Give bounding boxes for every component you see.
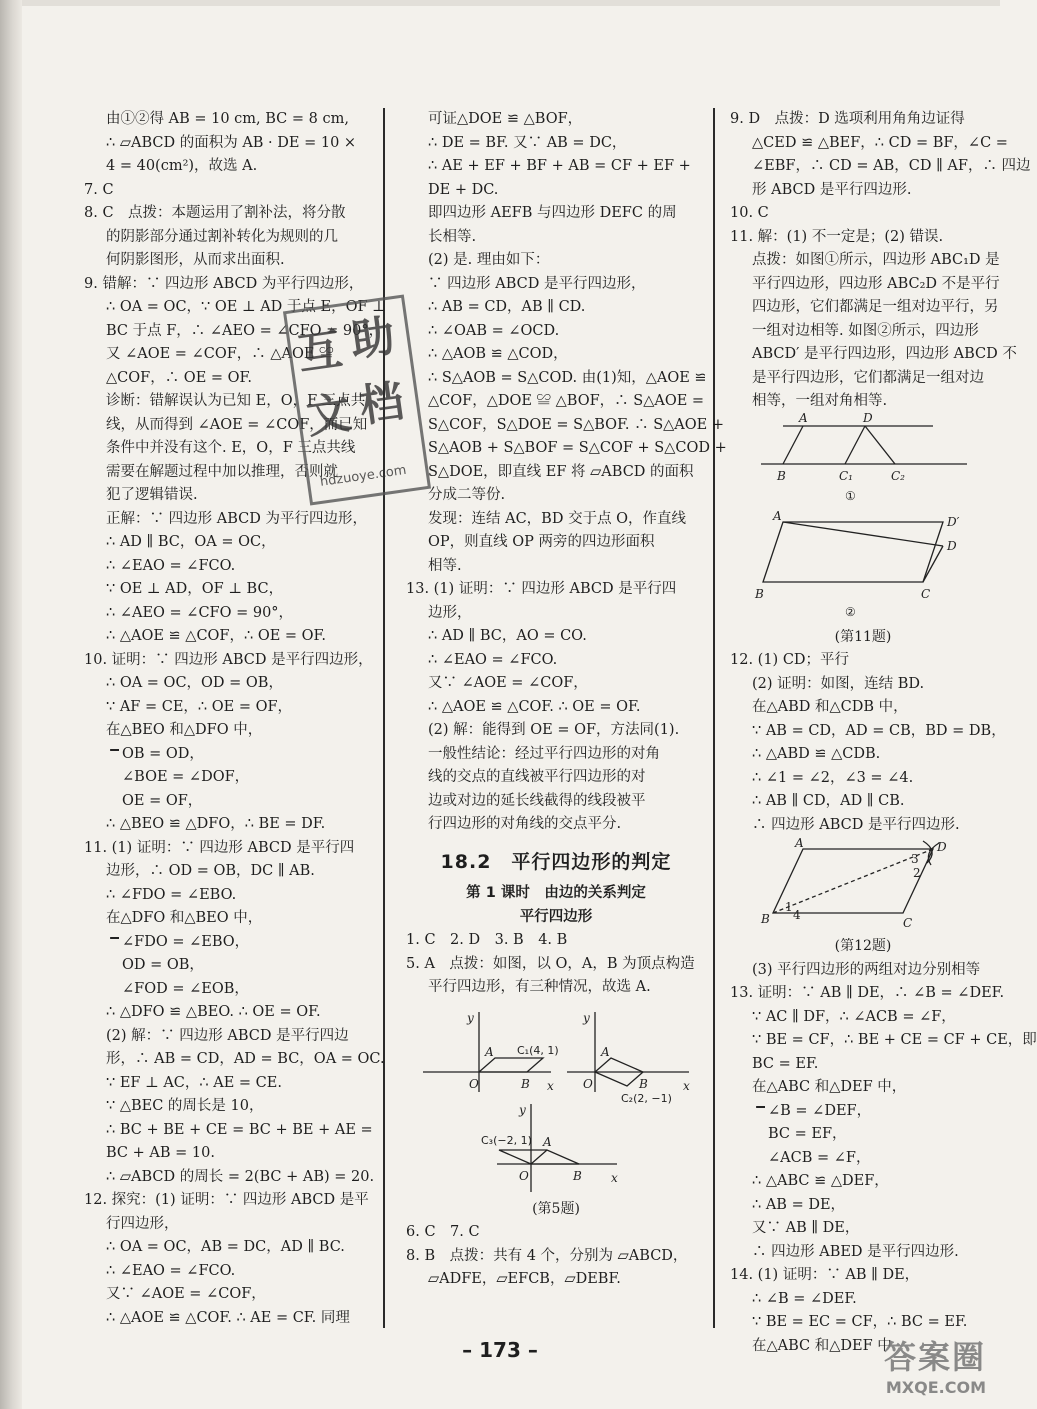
middle-text-line: 相等. xyxy=(428,557,462,574)
svg-text:3: 3 xyxy=(911,852,919,866)
left-brace1-line: ∠BOE = ∠DOF， xyxy=(122,769,250,785)
middle-text-line: (2) 是. 理由如下： xyxy=(428,252,550,268)
svg-text:x: x xyxy=(547,1078,554,1093)
svg-text:4: 4 xyxy=(793,908,801,922)
right-text-line: 9. D 点拨：D 选项利用角角边证得 xyxy=(730,111,965,127)
left-text-line: 行四边形， xyxy=(106,1215,179,1232)
left-text-line: 8. C 点拨：本题运用了割补法，将分散 xyxy=(84,205,346,221)
right-brace-line: ∠B = ∠DEF， xyxy=(768,1102,872,1119)
section-title: 18.2 平行四边形的判定 xyxy=(440,850,672,873)
middle-text-line: △COF，△DOE ≌ △BOF，∴ S△AOE = xyxy=(428,393,705,409)
left-text-line: 犯了逻辑错误. xyxy=(106,487,198,503)
middle-text-line: 发现：连结 AC，BD 交于点 O，作直线 xyxy=(428,510,687,527)
right-text-line: ∵ AB = CD，AD = CB，BD = DB， xyxy=(752,722,1006,739)
left-text-line: 需要在解题过程中加以推理，否则就 xyxy=(106,463,338,480)
label-c1: C₁(4, 1) xyxy=(517,1043,559,1057)
right-text-line: 在△ABD 和△CDB 中， xyxy=(752,699,908,715)
svg-text:A: A xyxy=(795,836,804,850)
left-text-line: 诊断：错解误认为已知 E，O，F 三点共 xyxy=(106,393,366,409)
left-column xyxy=(84,108,386,1330)
column-divider-left xyxy=(383,108,385,1328)
middle-text-line: 边形， xyxy=(428,604,472,621)
page-top-edge xyxy=(22,0,1000,6)
right-text-line: BC = EF. xyxy=(752,1055,819,1072)
left-text-line: 9. 错解：∵ 四边形 ABCD 为平行四边形， xyxy=(84,275,364,292)
right-text-line: ∴ △ABD ≌ △CDB. xyxy=(752,746,881,762)
right-text-line: 13. 证明：∵ AB ∥ DE，∴ ∠B = ∠DEF. xyxy=(730,985,1005,1001)
right-text-line: ∴ 四边形 ABED 是平行四边形. xyxy=(752,1243,959,1260)
figure-11-diagram-1 xyxy=(753,410,973,508)
right-text-line: 形 ABCD 是平行四边形. xyxy=(752,181,912,198)
right-text-line: ∴ △ABC ≌ △DEF， xyxy=(752,1173,889,1189)
left-text-line: 在△BEO 和△DFO 中， xyxy=(106,722,263,738)
right-text-line: 又∵ AB ∥ DE， xyxy=(752,1220,860,1236)
right-text-line: 10. C xyxy=(730,205,769,221)
page-number: – 173 – xyxy=(462,1338,538,1362)
svg-text:B: B xyxy=(755,586,764,601)
right-text-line: ABCD′ 是平行四边形，四边形 ABCD 不 xyxy=(752,346,1017,362)
middle-text-line: 6. C 7. C xyxy=(406,1224,480,1240)
right-text-line: 相等，一组对角相等. xyxy=(752,393,888,409)
svg-text:A: A xyxy=(543,1134,552,1149)
left-text-line: 线，从而得到 ∠AOE = ∠COF，而已知 xyxy=(106,416,368,433)
left-text-line: ∴ OA = OC，∵ OE ⊥ AD 于点 E，OF ⊥ xyxy=(106,299,386,315)
right-text-line: (3) 平行四边形的两组对边分别相等 xyxy=(752,961,981,978)
left-brace1-line: OE = OF， xyxy=(122,792,203,809)
svg-text:B: B xyxy=(639,1076,648,1091)
left-text-line: 又∵ ∠AOE = ∠COF， xyxy=(106,1286,266,1302)
middle-text-line: 边或对边的延长线截得的线段被平 xyxy=(428,792,646,809)
middle-text-line: ∴ AB = CD，AB ∥ CD. xyxy=(428,299,586,315)
right-text-line: ∵ BE = EC = CF，∴ BC = EF. xyxy=(752,1314,968,1330)
middle-text-line: 分成二等份. xyxy=(428,487,506,503)
left-text-line: ∵ △BEC 的周长是 10， xyxy=(106,1098,264,1114)
left-text-line: ∴ OA = OC，OD = OB， xyxy=(106,675,283,691)
right-text-line: 平行四边形，四边形 ABC₂D 不是平行 xyxy=(752,275,1000,292)
svg-text:A: A xyxy=(601,1044,610,1059)
right-text-line: ∵ BE = CF，∴ BE + CE = CF + CE，即 xyxy=(752,1032,1037,1048)
left-text-line: 11. (1) 证明：∵ 四边形 ABCD 是平行四 xyxy=(84,839,355,856)
middle-text-line: S△COF，S△DOE = S△BOF. ∴ S△AOE + xyxy=(428,416,724,433)
lesson-title-line2: 平行四边形 xyxy=(519,908,593,925)
figure-11-caption: (第11题) xyxy=(834,628,892,645)
right-brace-line: ∠ACB = ∠F， xyxy=(768,1149,871,1166)
right-text-line: ∴ AB = DE， xyxy=(752,1196,846,1213)
middle-text-line: ∴ ∠EAO = ∠FCO. xyxy=(428,651,558,668)
svg-text:y: y xyxy=(519,1102,526,1117)
middle-text-line: ∴ AE + EF + BF + AB = CF + EF + xyxy=(428,158,691,174)
left-text-line: ∵ AF = CE，∴ OE = OF， xyxy=(106,698,293,715)
left-text-line: ∴ BC + BE + CE = BC + BE + AE = xyxy=(106,1121,373,1138)
svg-text:O: O xyxy=(469,1076,479,1091)
left-text-line: 形，∴ AB = CD，AD = BC，OA = OC. xyxy=(106,1051,385,1067)
right-text-line: (2) 证明：如图，连结 BD. xyxy=(752,675,925,692)
right-text-line: ∴ ∠1 = ∠2，∠3 = ∠4. xyxy=(752,769,914,786)
left-text-line: 边形，∴ OD = OB，DC ∥ AB. xyxy=(106,863,315,879)
middle-text-line: ∴ AD ∥ BC，AO = CO. xyxy=(428,628,587,644)
left-text-line: ∴ △AOE ≌ △COF. ∴ AE = CF. 同理 xyxy=(106,1309,350,1326)
middle-text-line: ∴ △AOE ≌ △COF. ∴ OE = OF. xyxy=(428,698,641,715)
svg-text:C₂: C₂ xyxy=(891,468,905,483)
right-text-line: 在△ABC 和△DEF 中， xyxy=(752,1079,907,1095)
middle-text-line: 即四边形 AEFB 与四边形 DEFC 的周 xyxy=(428,205,677,221)
left-text-line: △COF，∴ OE = OF. xyxy=(106,369,252,386)
left-text-line: 4 = 40(cm²)，故选 A. xyxy=(106,158,258,174)
middle-text-line: OP，则直线 OP 两旁的四边形面积 xyxy=(428,534,655,550)
left-text-line: 条件中并没有这个. E，O，F 三点共线 xyxy=(106,440,356,456)
right-text-line: 12. (1) CD；平行 xyxy=(730,652,850,668)
middle-text-line: ∴ ∠OAB = ∠OCD. xyxy=(428,322,560,339)
left-text-line: 10. 证明：∵ 四边形 ABCD 是平行四边形， xyxy=(84,651,373,668)
svg-text:O: O xyxy=(583,1076,593,1091)
middle-text-line: ∴ △AOB ≌ △COD， xyxy=(428,346,568,362)
middle-text-line: 一般性结论：经过平行四边形的对角 xyxy=(428,745,660,762)
left-text-line: BC 于点 F，∴ ∠AEO = ∠CFO = 90°， xyxy=(106,322,384,339)
right-text-line: 11. 解：(1) 不一定是；(2) 错误. xyxy=(730,228,944,245)
figure-5-caption: (第5题) xyxy=(532,1200,580,1217)
svg-text:O: O xyxy=(519,1168,529,1183)
left-text-line: 何阴影图形，从而求出面积. xyxy=(106,252,285,268)
right-text-line: 是平行四边形，它们都满足一组对边 xyxy=(752,369,984,386)
mxqe-watermark: 答案圈 MXQE.COM xyxy=(883,1338,986,1397)
left-text-line: ∴ △BEO ≌ △DFO，∴ BE = DF. xyxy=(106,816,326,832)
middle-text-line: 线的交点的直线被平行四边形的对 xyxy=(428,769,646,785)
right-text-line: ∠EBF，∴ CD = AB，CD ∥ AF，∴ 四边 xyxy=(752,158,1031,174)
left-brace2-line: OD = OB， xyxy=(122,957,204,973)
figure-12-caption: (第12题) xyxy=(834,938,892,954)
hdzuoye-stamp: 互 助 文 档 hdzuoye.com xyxy=(283,294,431,505)
middle-text-line: (2) 解：能得到 OE = OF，方法同(1). xyxy=(428,722,680,738)
svg-text:A: A xyxy=(799,410,808,425)
middle-column xyxy=(406,108,727,1292)
right-text-line: 一组对边相等. 如图②所示，四边形 xyxy=(752,322,979,339)
label-c3: C₃(−2, 1) xyxy=(481,1133,532,1147)
book-binding-shadow xyxy=(0,0,22,1409)
svg-text:D′: D′ xyxy=(947,514,960,529)
right-text-line: 四边形，它们都满足一组对边平行，另 xyxy=(752,299,999,315)
left-text-line: (2) 解：∵ 四边形 ABCD 是平行四边 xyxy=(106,1027,349,1044)
middle-text-line: 可证△DOE ≌ △BOF， xyxy=(428,111,583,127)
svg-text:C: C xyxy=(921,586,931,601)
middle-text-line: 8. B 点拨：共有 4 个，分别为 ▱ABCD， xyxy=(406,1247,688,1264)
svg-text:1: 1 xyxy=(785,900,793,914)
left-text-line: ∴ OA = OC，AB = DC，AD ∥ BC. xyxy=(106,1239,345,1255)
left-text-line: ∴ ∠FDO = ∠EBO. xyxy=(106,886,237,903)
svg-text:B: B xyxy=(761,912,770,926)
lesson-title-line1: 第 1 课时 由边的关系判定 xyxy=(466,885,646,901)
left-text-line: ∴ ∠AEO = ∠CFO = 90°， xyxy=(106,604,294,621)
svg-text:D: D xyxy=(947,538,957,553)
left-text-line: ∵ EF ⊥ AC，∴ AE = CE. xyxy=(106,1074,282,1091)
left-text-line: BC + AB = 10. xyxy=(106,1145,215,1161)
label-c2: C₂(2, −1) xyxy=(621,1091,672,1105)
svg-text:①: ① xyxy=(845,488,856,503)
svg-text:x: x xyxy=(611,1170,618,1185)
left-text-line: 由①②得 AB = 10 cm, BC = 8 cm, xyxy=(106,111,349,127)
left-text-line: ∴ ▱ABCD 的面积为 AB · DE = 10 × xyxy=(106,134,357,151)
left-text-line: ∴ ▱ABCD 的周长 = 2(BC + AB) = 20. xyxy=(106,1168,375,1185)
svg-text:A: A xyxy=(773,508,782,523)
left-text-line: 12. 探究：(1) 证明：∵ 四边形 ABCD 是平 xyxy=(84,1192,369,1208)
left-text-line: ∵ OE ⊥ AD，OF ⊥ BC， xyxy=(106,581,284,597)
middle-text-line: 平行四边形，有三种情况，故选 A. xyxy=(428,979,651,995)
left-text-line: ∴ △DFO ≌ △BEO. ∴ OE = OF. xyxy=(106,1004,321,1020)
svg-text:D: D xyxy=(937,840,947,854)
middle-text-line: ∴ DE = BF. 又∵ AB = DC， xyxy=(428,134,627,151)
svg-text:B: B xyxy=(573,1168,582,1183)
svg-text:D: D xyxy=(863,410,873,425)
left-text-line: ∴ ∠EAO = ∠FCO. xyxy=(106,1262,236,1279)
right-column xyxy=(730,108,1037,1358)
svg-text:x: x xyxy=(683,1078,690,1093)
column-divider-right xyxy=(713,108,715,1328)
left-brace1-line: OB = OD， xyxy=(122,745,204,762)
middle-text-line: 13. (1) 证明：∵ 四边形 ABCD 是平行四 xyxy=(406,581,677,597)
middle-text-line: ∴ S△AOB = S△COD. 由(1)知，△AOE ≌ xyxy=(428,369,707,386)
middle-text-line: 1. C 2. D 3. B 4. B xyxy=(406,932,568,948)
left-text-line: 在△DFO 和△BEO 中， xyxy=(106,910,263,926)
middle-text-line: ∵ 四边形 ABCD 是平行四边形， xyxy=(428,275,646,292)
left-text-line: 正解：∵ 四边形 ABCD 为平行四边形， xyxy=(106,510,367,527)
right-text-line: ∴ 四边形 ABCD 是平行四边形. xyxy=(752,816,960,833)
right-text-line: 点拨：如图①所示，四边形 ABC₁D 是 xyxy=(752,252,1000,268)
svg-text:C₁: C₁ xyxy=(839,468,853,483)
left-brace-block-1 xyxy=(84,743,376,814)
svg-text:C: C xyxy=(903,916,913,930)
left-text-line: ∴ AD ∥ BC，OA = OC， xyxy=(106,534,276,550)
svg-text:y: y xyxy=(467,1010,474,1025)
right-text-line: △CED ≌ △BEF，∴ CD = BF，∠C = xyxy=(752,134,1008,151)
left-brace2-line: ∠FOD = ∠EOB， xyxy=(122,980,249,997)
svg-text:y: y xyxy=(583,1010,590,1025)
left-text-line: 的阴影部分通过割补转化为规则的几 xyxy=(106,228,338,245)
figure-11-diagram-2 xyxy=(753,508,973,622)
left-text-line: 7. C xyxy=(84,181,114,198)
svg-text:B: B xyxy=(521,1076,530,1091)
right-text-line: 14. (1) 证明：∵ AB ∥ DE， xyxy=(730,1267,920,1283)
right-text-line: 在△ABC 和△DEF 中 xyxy=(752,1337,892,1354)
left-brace2-line: ∠FDO = ∠EBO， xyxy=(122,933,250,950)
middle-text-line: 行四边形的对角线的交点平分. xyxy=(428,816,622,832)
left-text-line: ∴ ∠EAO = ∠FCO. xyxy=(106,557,236,574)
svg-text:A: A xyxy=(485,1044,494,1059)
right-text-line: ∵ AC ∥ DF，∴ ∠ACB = ∠F， xyxy=(752,1008,956,1025)
middle-text-line: 又∵ ∠AOE = ∠COF， xyxy=(428,675,588,691)
right-brace-line: BC = EF， xyxy=(768,1126,847,1142)
left-brace-block-2 xyxy=(84,931,376,1002)
middle-text-line: S△DOE，即直线 EF 将 ▱ABCD 的面积 xyxy=(428,463,694,480)
svg-text:2: 2 xyxy=(913,866,921,880)
right-text-line: ∴ ∠B = ∠DEF. xyxy=(752,1290,857,1307)
figure-12-diagram xyxy=(753,836,973,931)
middle-text-line: S△AOB + S△BOF = S△COF + S△COD + xyxy=(428,440,727,456)
middle-text-line: DE + DC. xyxy=(428,181,499,198)
middle-text-line: 长相等. xyxy=(428,228,477,245)
right-brace-block xyxy=(730,1100,996,1171)
figure-5-coordinate-graphs xyxy=(421,1004,691,1194)
left-text-line: ∴ △AOE ≌ △COF，∴ OE = OF. xyxy=(106,628,326,644)
right-text-line: ∴ AB ∥ CD，AD ∥ CB. xyxy=(752,793,905,809)
svg-text:②: ② xyxy=(845,604,856,619)
middle-text-line: 5. A 点拨：如图，以 O，A，B 为顶点构造 xyxy=(406,955,695,972)
left-text-line: 又 ∠AOE = ∠COF，∴ △AOE ≌ xyxy=(106,346,334,362)
middle-text-line: ▱ADFE，▱EFCB，▱DEBF. xyxy=(428,1271,621,1287)
svg-text:B: B xyxy=(777,468,786,483)
